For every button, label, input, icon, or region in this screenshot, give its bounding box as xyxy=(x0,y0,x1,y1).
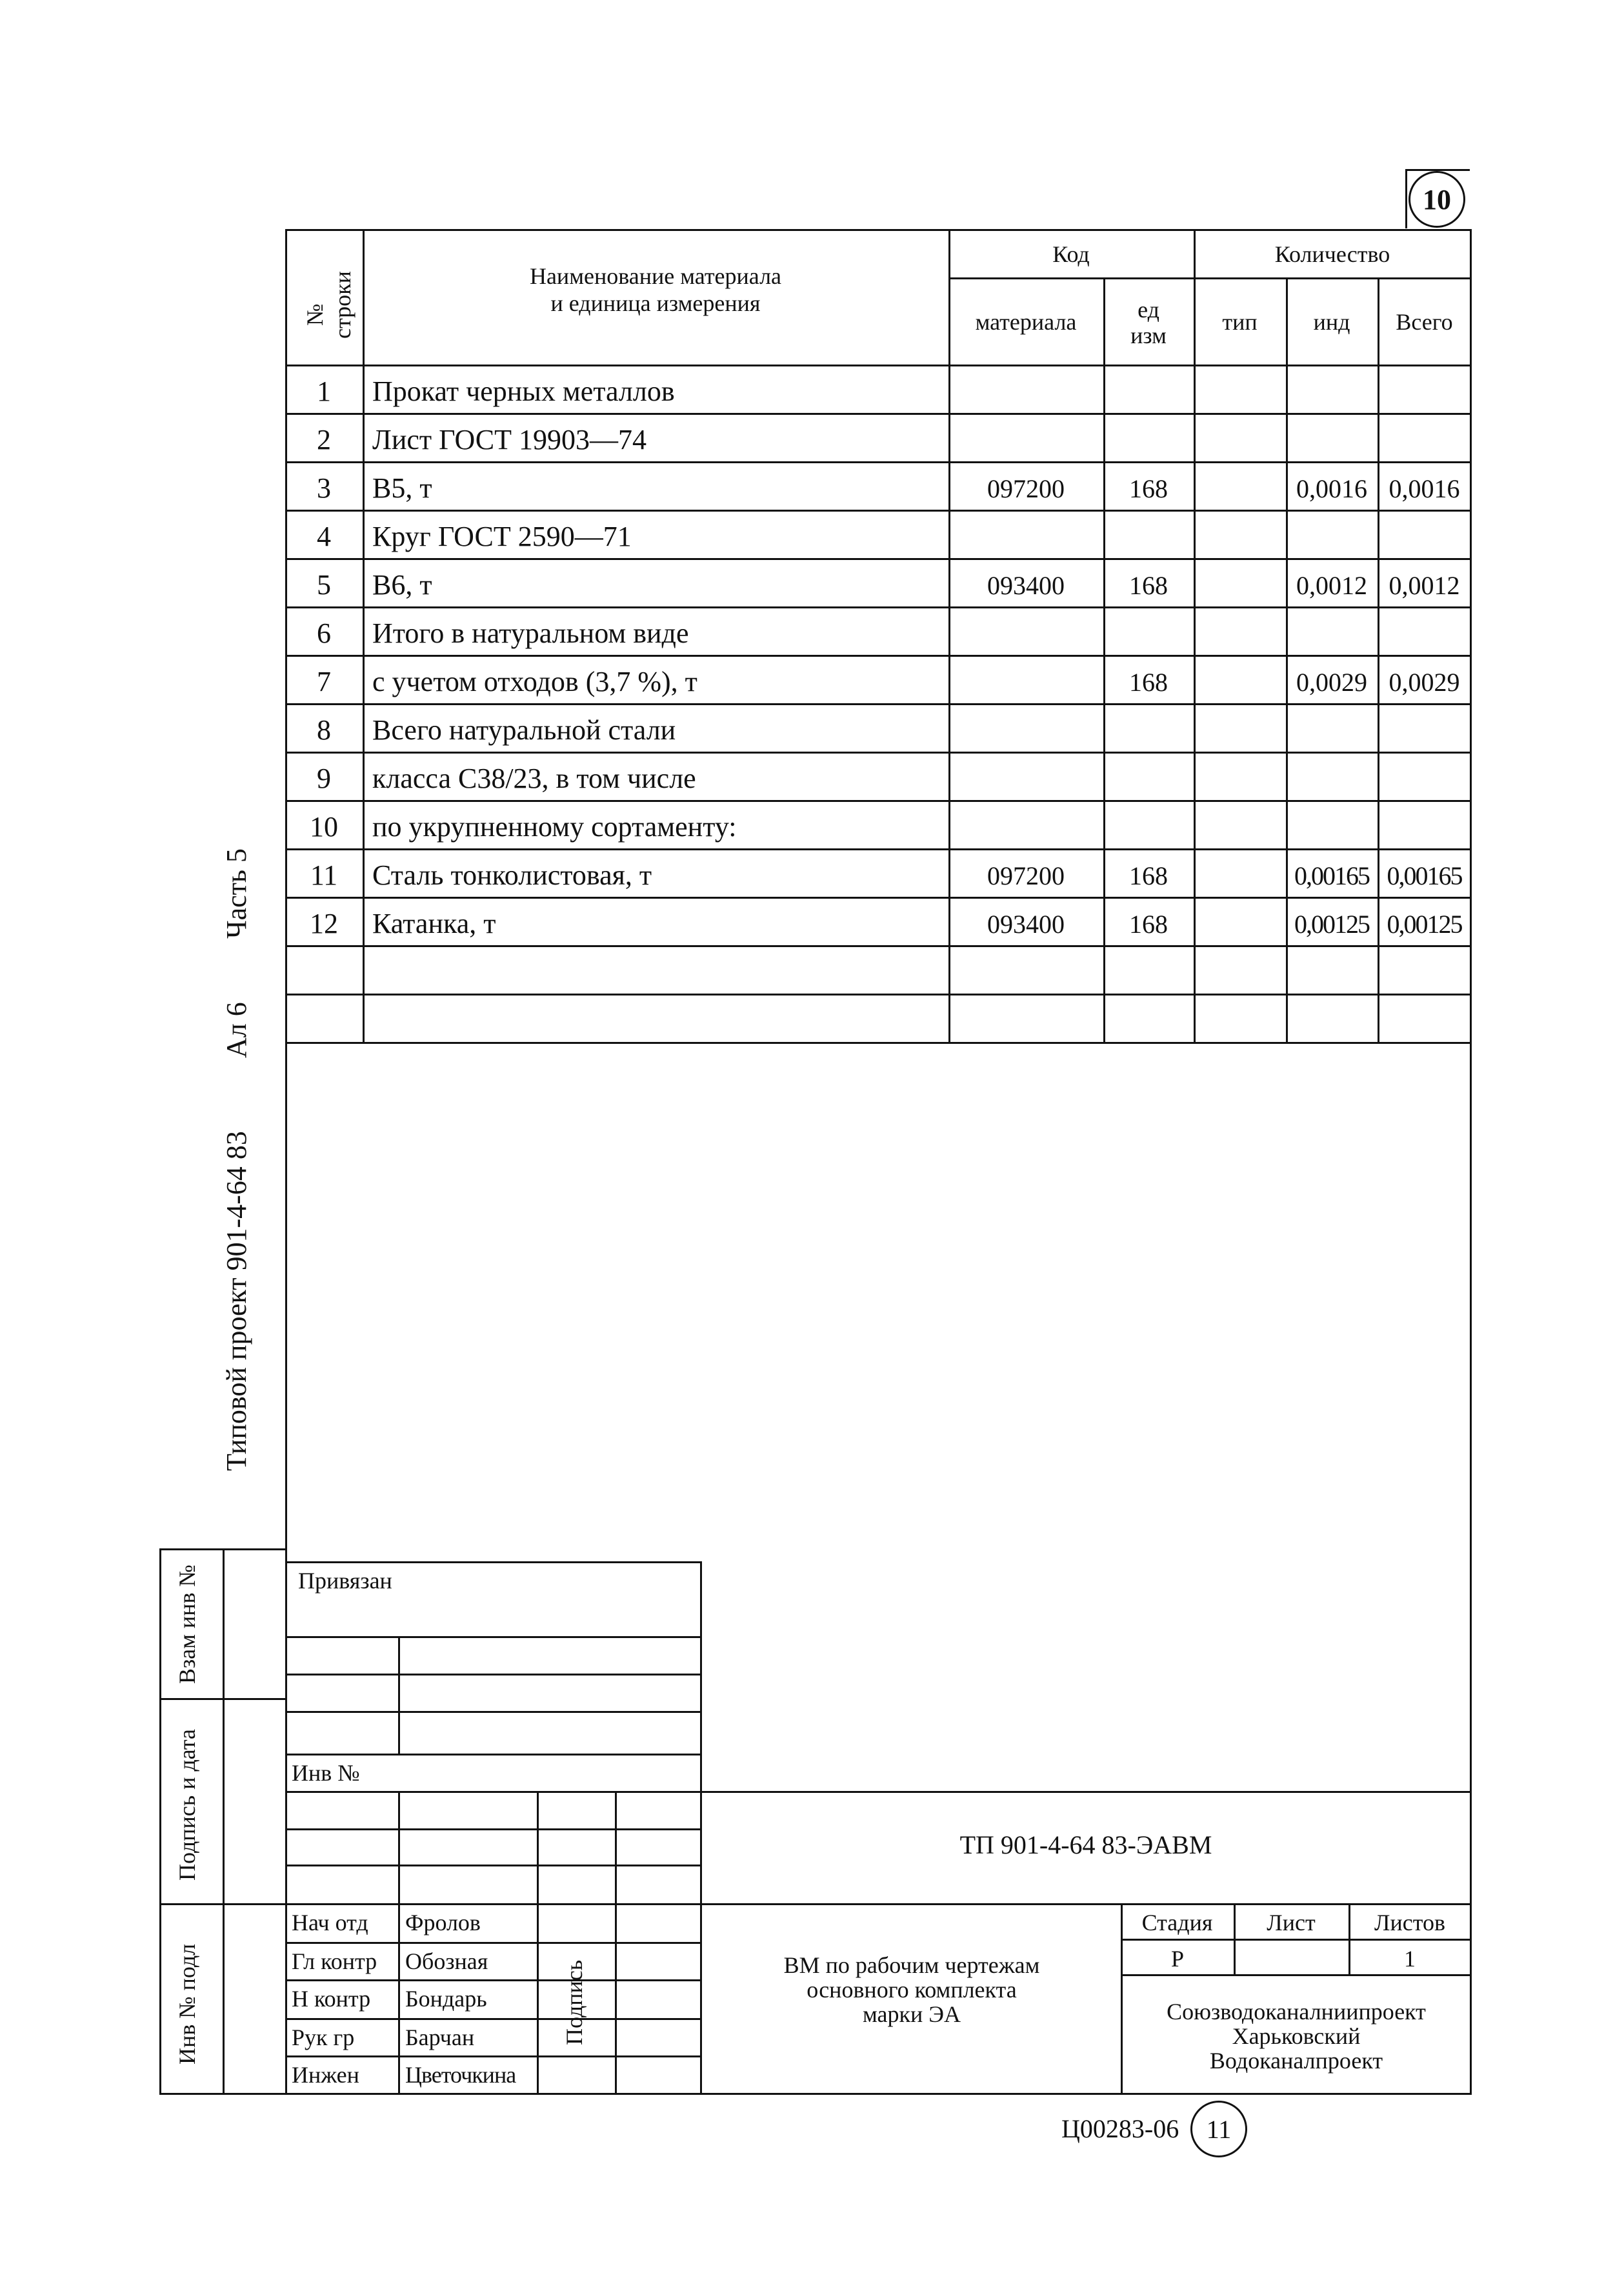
stamp-line xyxy=(285,2055,702,2057)
row-unit: 168 xyxy=(1129,861,1168,890)
row-no: 5 xyxy=(317,569,331,601)
stamp-line xyxy=(285,1828,702,1830)
row-unit: 168 xyxy=(1129,571,1168,600)
row-total: 0,00165 xyxy=(1387,861,1462,890)
row-name: Лист ГОСТ 19903—74 xyxy=(372,424,647,455)
col-line-unit xyxy=(1194,229,1196,1042)
row-line xyxy=(285,848,1472,850)
frame-right xyxy=(1470,229,1472,2094)
row-line xyxy=(285,945,1472,947)
row-line xyxy=(285,994,1472,995)
row-line xyxy=(285,897,1472,899)
side-part-label: Часть 5 xyxy=(221,848,252,939)
stamp-stage-label: Стадия xyxy=(1141,1910,1213,1935)
row-no: 12 xyxy=(310,908,338,939)
row-name: с учетом отходов (3,7 %), т xyxy=(372,666,697,697)
row-line xyxy=(285,703,1472,705)
row-no: 7 xyxy=(317,666,331,697)
row-unit: 168 xyxy=(1129,910,1168,939)
row-name: В6, т xyxy=(372,569,432,601)
row-name: по укрупненному сортаменту: xyxy=(372,811,737,843)
row-line xyxy=(285,413,1472,415)
stamp-line xyxy=(285,1674,702,1675)
row-line xyxy=(285,800,1472,802)
stamp-organization: Союзводоканалниипроект Харьковский Водоканалпроект xyxy=(1167,1999,1426,2074)
stamp-sheet-label: Лист xyxy=(1267,1910,1316,1935)
stamp-main-top xyxy=(285,1791,1472,1793)
header-ind: инд xyxy=(1313,309,1350,335)
row-no: 8 xyxy=(317,714,331,746)
row-line xyxy=(285,606,1472,608)
row-name: класса С38/23, в том числе xyxy=(372,763,696,794)
stamp-line xyxy=(285,1636,702,1638)
footer-number: 11 xyxy=(1206,2114,1232,2144)
badge-bracket-top xyxy=(1405,169,1470,171)
side-album-label: Ал 6 xyxy=(221,1002,252,1058)
row-name: Всего натуральной стали xyxy=(372,714,676,746)
side-vzam-inv: Взам инв № xyxy=(174,1565,200,1684)
row-line xyxy=(285,558,1472,560)
row-line xyxy=(285,510,1472,512)
row-material: 097200 xyxy=(987,474,1065,503)
row-total: 0,00125 xyxy=(1387,910,1462,939)
header-material: материала xyxy=(975,309,1077,335)
stamp-top xyxy=(285,1561,702,1563)
header-row-no: № xyxy=(302,303,328,326)
stamp-line xyxy=(1121,1939,1472,1941)
side-box-inner xyxy=(223,1548,225,2095)
header-code-group: Код xyxy=(1052,241,1090,267)
row-line xyxy=(285,752,1472,754)
stamp-doc-code: ТП 901-4-64 83-ЭАВМ xyxy=(959,1830,1212,1859)
row-total: 0,0016 xyxy=(1388,474,1460,503)
stamp-privyazan: Привязан xyxy=(298,1568,392,1594)
stamp-person: Обозная xyxy=(405,1948,488,1974)
row-material: 093400 xyxy=(987,571,1065,600)
row-name: В5, т xyxy=(372,472,432,504)
footer-number-badge xyxy=(1190,2101,1247,2157)
row-no: 6 xyxy=(317,617,331,649)
row-line xyxy=(285,655,1472,657)
row-no: 1 xyxy=(317,375,331,407)
header-name: Наименование материала и единица измерения xyxy=(529,263,782,316)
side-project-label: Типовой проект 901-4-64 83 xyxy=(221,1131,252,1471)
side-inv-podl: Инв № подл xyxy=(174,1943,200,2065)
stamp-inv-no: Инв № xyxy=(292,1760,360,1786)
stamp-person: Барчан xyxy=(405,2025,475,2050)
page-number-badge xyxy=(1408,171,1465,228)
stamp-line xyxy=(285,1711,702,1713)
row-no: 9 xyxy=(317,763,331,794)
stamp-person: Фролов xyxy=(405,1910,481,1935)
stamp-description: ВМ по рабочим чертежам основного комплекта марки ЭА xyxy=(783,1952,1040,2027)
row-material: 097200 xyxy=(987,861,1065,890)
stamp-role: Гл контр xyxy=(292,1948,377,1974)
row-name: Прокат черных металлов xyxy=(372,375,675,407)
frame-bottom xyxy=(159,2093,1472,2095)
stamp-podpis: Подпись xyxy=(561,1959,587,2045)
row-name: Сталь тонколистовая, т xyxy=(372,859,652,891)
stamp-person: Цветочкина xyxy=(405,2062,516,2088)
stamp-sig-top xyxy=(159,1903,1472,1905)
frame-left xyxy=(285,229,287,2094)
stamp-line xyxy=(285,1979,702,1981)
row-unit: 168 xyxy=(1129,668,1168,697)
frame-top xyxy=(285,229,1472,231)
stamp-role: Рук гр xyxy=(292,2025,355,2050)
stamp-sheets-label: Листов xyxy=(1374,1910,1445,1935)
row-ind: 0,0016 xyxy=(1296,474,1367,503)
header-row-no-2: строки xyxy=(330,271,356,339)
row-no: 2 xyxy=(317,424,331,455)
stamp-line xyxy=(285,2018,702,2020)
row-no: 4 xyxy=(317,521,331,552)
row-total: 0,0012 xyxy=(1388,571,1460,600)
stamp-stage-value: Р xyxy=(1171,1946,1185,1972)
row-line xyxy=(285,461,1472,463)
side-podpis-data: Подпись и дата xyxy=(174,1729,200,1881)
row-name: Итого в натуральном виде xyxy=(372,617,689,649)
header-subline xyxy=(948,277,1471,279)
row-ind: 0,00125 xyxy=(1294,910,1369,939)
stamp-line xyxy=(285,1942,702,1944)
header-typ: тип xyxy=(1222,309,1258,335)
stamp-vline xyxy=(398,1636,400,1754)
row-name: Круг ГОСТ 2590—71 xyxy=(372,521,632,552)
stamp-sheets-value: 1 xyxy=(1404,1946,1416,1972)
stamp-role: Инжен xyxy=(292,2062,359,2088)
stamp-line xyxy=(285,1865,702,1866)
stamp-role: Н контр xyxy=(292,1986,371,2012)
stamp-person: Бондарь xyxy=(405,1986,487,2012)
row-total: 0,0029 xyxy=(1388,668,1460,697)
row-name: Катанка, т xyxy=(372,908,496,939)
stamp-line xyxy=(1121,1974,1472,1976)
row-no: 3 xyxy=(317,472,331,504)
header-unit: ед изм xyxy=(1130,297,1167,348)
row-ind: 0,0029 xyxy=(1296,668,1367,697)
header-qty-group: Количество xyxy=(1274,241,1390,267)
row-unit: 168 xyxy=(1129,474,1168,503)
row-material: 093400 xyxy=(987,910,1065,939)
row-ind: 0,0012 xyxy=(1296,571,1367,600)
stamp-role: Нач отд xyxy=(292,1910,368,1935)
side-box-left xyxy=(159,1548,161,2095)
header-total: Всего xyxy=(1396,309,1453,335)
page-number: 10 xyxy=(1423,183,1451,215)
row-no: 10 xyxy=(310,811,338,843)
row-ind: 0,00165 xyxy=(1294,861,1369,890)
header-bottom xyxy=(285,365,1472,366)
col-line-no xyxy=(363,229,365,1042)
table-bottom xyxy=(285,1042,1472,1044)
badge-bracket-left xyxy=(1405,169,1407,228)
row-no: 11 xyxy=(310,859,338,891)
stamp-line xyxy=(285,1754,702,1755)
footer-code: Ц00283-06 xyxy=(1061,2114,1179,2143)
